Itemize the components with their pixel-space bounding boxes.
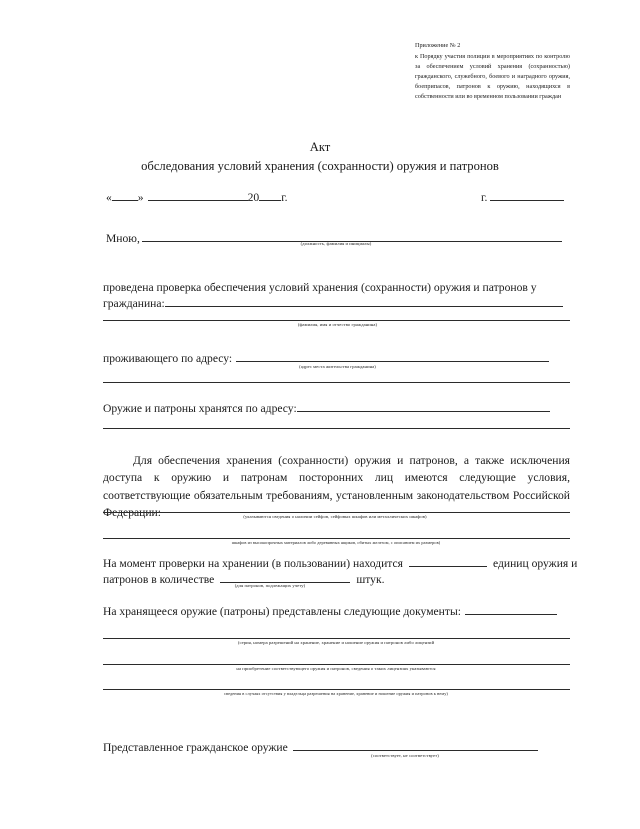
by-me-caption: (должность, фамилия и инициалы) — [300, 241, 372, 246]
storage-address-field-2[interactable] — [103, 428, 570, 429]
inventory-line-1 — [103, 556, 577, 572]
day-field[interactable] — [112, 190, 138, 201]
residing-caption: (адрес места жительства гражданина) — [299, 364, 376, 369]
documents-field-2[interactable] — [103, 638, 570, 639]
documents-caption-3: сведения в случаях отсутствия у владельца разрешения на хранение, хранение и ношение оружия и патронов к нему) — [224, 691, 448, 696]
appendix-label: Приложение № 2 — [415, 42, 461, 49]
citizen-field-1[interactable] — [165, 296, 563, 307]
inventory-label-1: На момент проверки на хранении (в пользовании) находится — [103, 557, 403, 570]
conditions-field-1[interactable] — [103, 512, 570, 513]
presented-weapon-caption: (соответствует, не соответствует) — [371, 753, 439, 758]
presented-weapon-label: Представленное гражданское оружие — [103, 741, 288, 754]
date-quote-close: » — [137, 191, 144, 204]
inventory-label-2: единиц оружия и — [492, 557, 578, 570]
inventory-caption: (для патронов, подлежащих учету) — [234, 583, 306, 588]
presented-weapon-field[interactable] — [293, 740, 538, 751]
year-prefix: 20 — [247, 191, 260, 204]
conditions-caption-1: (указываются сведения о наличии сейфов, сейфовых шкафов или металлических шкафов) — [243, 514, 427, 519]
storage-address-label: Оружие и патроны хранятся по адресу: — [103, 402, 297, 415]
conditions-caption-2: шкафов из высокопрочных материалов либо деревянных ящиков, обитых железом, с описанием их размеров) — [231, 540, 441, 545]
residing-label: проживающего по адресу: — [103, 352, 233, 365]
weapon-count-field[interactable] — [409, 556, 487, 567]
residing-field[interactable] — [236, 351, 549, 362]
year-field[interactable] — [259, 190, 281, 201]
date-line — [106, 190, 288, 206]
documents-field-3[interactable] — [103, 664, 570, 665]
title-line-2: обследования условий хранения (сохранности) оружия и патронов — [141, 158, 499, 173]
conditions-paragraph-text: Для обеспечения хранения (сохранности) оружия и патронов, а также исключения доступа к оружию и патронам посторонних лиц имеются следующие условия, соответствующие обязательным требованиям, установленным законодательством Российской Федерации: — [103, 454, 570, 520]
documents-label: На хранящееся оружие (патроны) представлены следующие документы: — [103, 605, 461, 618]
check-performed-line-2 — [103, 296, 563, 312]
documents-caption-1: (серия, номера разрешений на хранение, хранение и ношение оружия и патронов либо лицензий — [237, 640, 435, 645]
documents-field-1[interactable] — [465, 604, 557, 615]
citizen-field-2[interactable] — [103, 320, 570, 321]
cartridge-count-field[interactable] — [220, 572, 350, 583]
city-field[interactable] — [490, 190, 564, 201]
city-label: г. — [481, 191, 488, 204]
storage-address-field-1[interactable] — [297, 401, 550, 412]
documents-field-4[interactable] — [103, 689, 570, 690]
city-line — [481, 190, 564, 206]
appendix-header — [415, 41, 570, 102]
page-title — [0, 139, 640, 175]
appendix-reference-text: к Порядку участия полиции в мероприятиях по контролю за обеспечением условий хранения (сохранностью) гражданского, служебного, боевого и наградного оружия, боеприпасов, патронов к оружию, находящихся в собственности или во временном пользовании граждан — [415, 52, 570, 100]
by-me-label: Мною, — [106, 232, 140, 245]
year-suffix: г. — [281, 191, 288, 204]
check-performed-line-1: проведена проверка обеспечения условий хранения (сохранности) оружия и патронов у — [103, 281, 537, 294]
conditions-field-2[interactable] — [103, 538, 570, 539]
month-field[interactable] — [148, 190, 248, 201]
title-line-1: Акт — [309, 140, 331, 154]
inventory-label-3: патронов в количестве — [103, 573, 215, 586]
citizen-caption: (фамилия, имя и отчество гражданина) — [297, 322, 378, 327]
residing-field-2[interactable] — [103, 382, 570, 383]
storage-address-row — [103, 401, 550, 417]
documents-caption-2: на приобретение соответствующего оружия и патронов, сведения о таких лицензиях указываются — [236, 666, 436, 671]
citizen-label: гражданина: — [103, 297, 165, 310]
date-quote-open: « — [106, 191, 112, 204]
documents-row — [103, 604, 557, 620]
inventory-label-4: штук. — [356, 573, 385, 586]
